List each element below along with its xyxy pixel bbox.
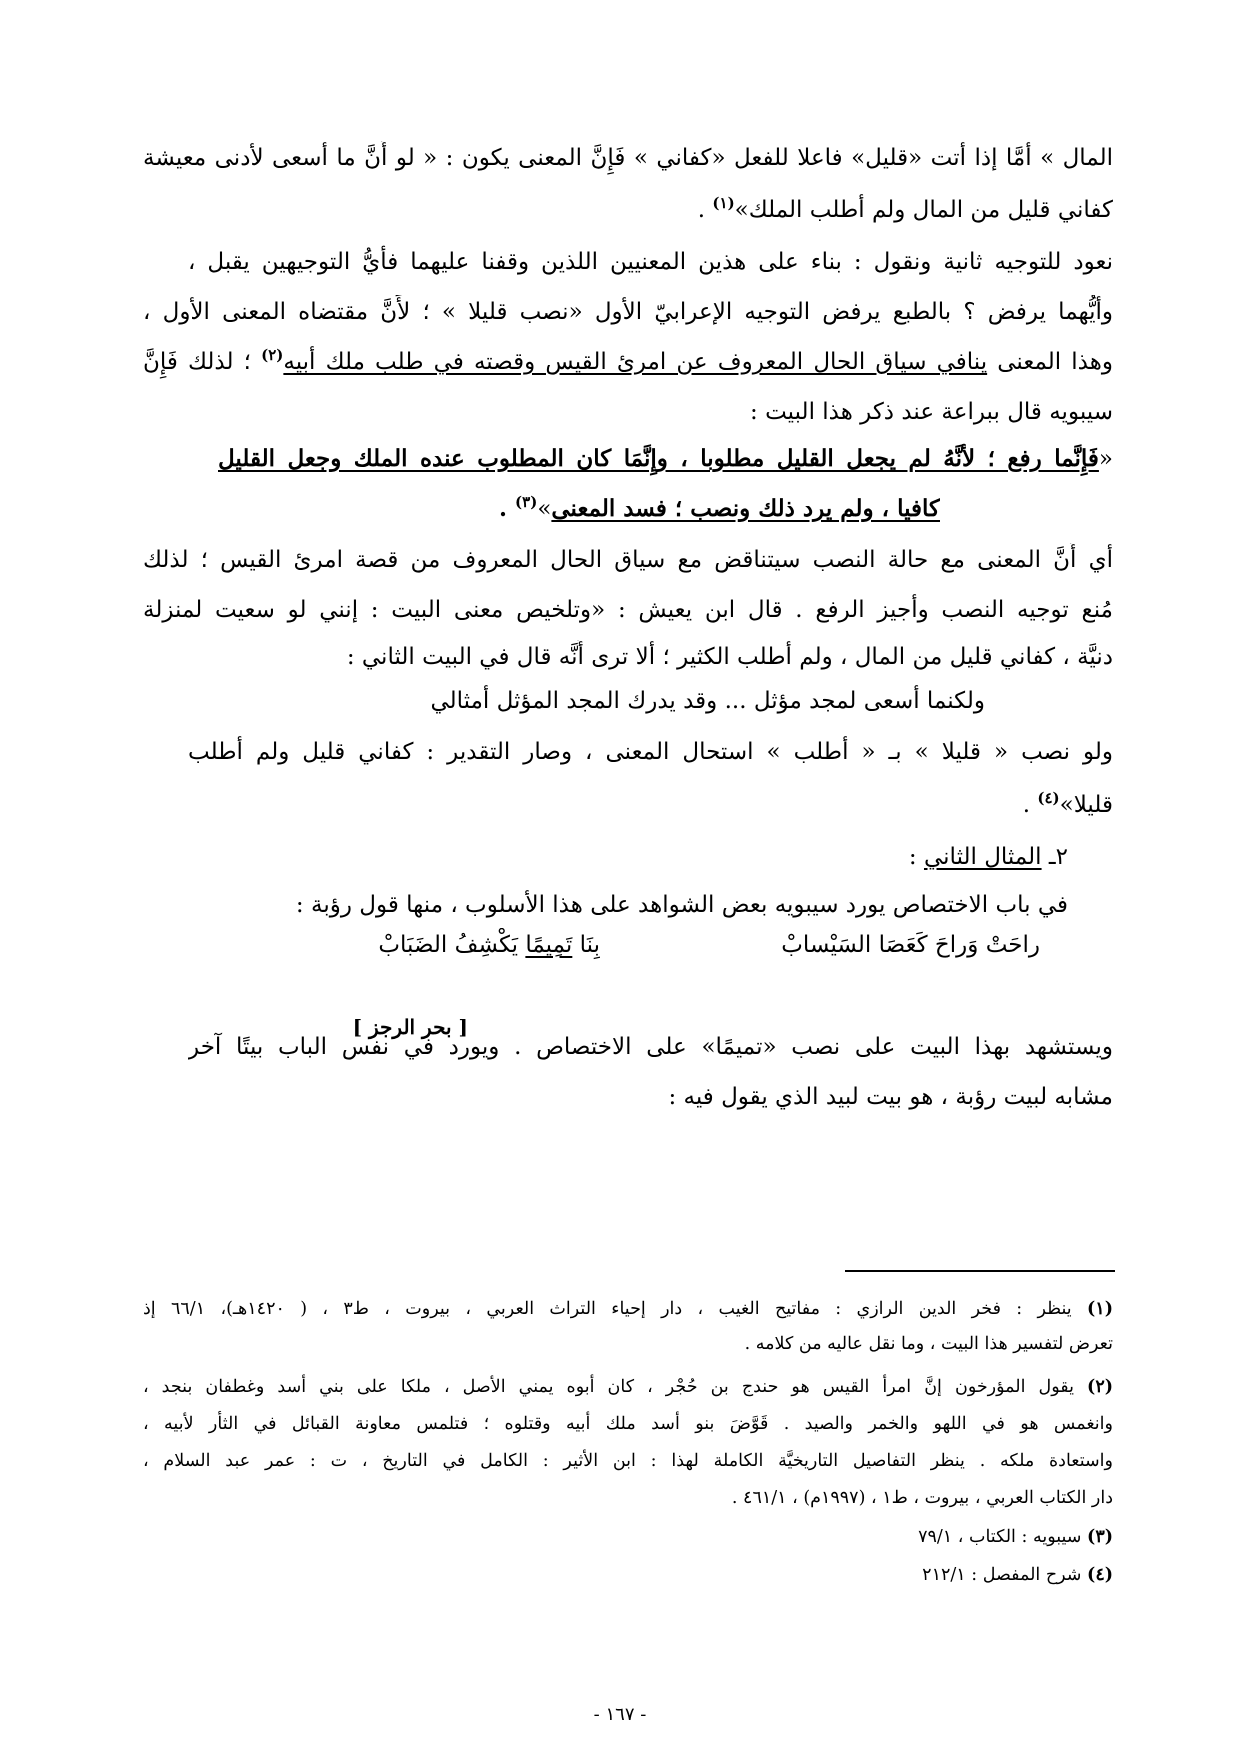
body-text: ولو نصب « قليلا » بـ « أطلب » استحال المعنى ، وصار التقدير : كفاني قليل ولم أطلب (188, 739, 1113, 765)
body-text: وأيُّهما يرفض ؟ بالطبع يرفض التوجيه الإعرابيّ الأول «نصب قليلا » ؛ لأَنَّ مقتضاه المعنى الأول ، (143, 299, 1113, 325)
footnote-text: وانغمس هو في اللهو والخمر والصيد . قَوَّضَ بنو أسد ملك أبيه وقتلوه ؛ فتلمس معاونة القبائل في الثأر لأبيه ، (143, 1414, 1113, 1434)
footnote (143, 1373, 1113, 1401)
heading-title: المثال الثاني (923, 844, 1042, 870)
footnote-text: دار الكتاب العربي ، بيروت ، ط١ ، (١٩٩٧م) ، ٤٦١/١ . (731, 1488, 1113, 1508)
footnote-ref[interactable]: (٤) (1037, 789, 1060, 807)
quote-mark: » (537, 496, 552, 522)
footnote-text: واستعادة ملكه . ينظر التفاصيل التاريخيَّة الكاملة لهذا : ابن الأثير : الكامل في التاريخ ، ت : عمر عبد السلام ، (143, 1451, 1113, 1471)
footnote-text: تعرض لتفسير هذا البيت ، وما نقل عاليه من كلامه . (744, 1334, 1113, 1354)
body-text: دنيَّة ، كفاني قليل من المال ، ولم أطلب الكثير ؛ ألا ترى أَنَّه قال في البيت الثاني : (346, 644, 1113, 670)
body-line (188, 1030, 1113, 1064)
quote-line (218, 442, 1113, 476)
quote-mark: « (1098, 446, 1113, 472)
body-line (143, 395, 1113, 429)
footnote-number: (٢) (1087, 1377, 1113, 1397)
body-text: ويستشهد بهذا البيت على نصب «تميمًا» على الاختصاص . ويورد في نفس الباب بيتًا آخر (188, 1034, 1113, 1060)
body-line (188, 735, 1113, 769)
body-line (143, 141, 1113, 175)
body-text: . (697, 197, 713, 223)
body-text: مشابه لبيت رؤبة ، هو بيت لبيد الذي يقول فيه : (668, 1084, 1113, 1110)
body-text: مُنع توجيه النصب وأجيز الرفع . قال ابن يعيش : «وتلخيص معنى البيت : إنني لو سعيت لمنزلة (143, 597, 1113, 623)
body-line (168, 888, 1068, 922)
footnote-ref[interactable]: (٢) (261, 346, 284, 364)
body-line (143, 295, 1113, 329)
body-line (143, 193, 1113, 227)
body-line (143, 1080, 1113, 1114)
verse-line (285, 684, 985, 718)
section-heading (568, 840, 1068, 874)
footnote-text: يقول المؤرخون إنَّ امرأ القيس هو حندج بن حُجْر ، كان أبوه يمني الأصل ، ملكا على بني أسد وغطفان بنجد ، (143, 1377, 1088, 1397)
body-text: سيبويه قال ببراعة عند ذكر هذا البيت : (750, 399, 1113, 425)
heading-number: ٢ـ (1041, 844, 1068, 870)
body-text: المال » أمَّا إذا أتت «قليل» فاعلا للفعل «كفاني » فَإِنَّ المعنى يكون : « لو أَنَّ ما أسعى لأدنى معيشة (143, 145, 1113, 171)
footnote-number: (٤) (1087, 1565, 1113, 1585)
body-text: ؛ لذلك فَإِنَّ (143, 349, 262, 375)
footnote (143, 1447, 1113, 1475)
body-text: . (1022, 792, 1038, 818)
verse-underlined: تَمِيمًا (525, 932, 573, 958)
footnote (143, 1561, 1113, 1589)
verse-text: راحَتْ وَراحَ كَعَصَا السَيْسابْ (781, 932, 1040, 958)
body-line (143, 788, 1113, 822)
body-text: نعود للتوجيه ثانية ونقول : بناء على هذين المعنيين اللذين وقفنا عليهما فأيُّ التوجيهين يقبل ، (188, 249, 1113, 275)
body-line (188, 245, 1113, 279)
footnote-divider (845, 1270, 1115, 1272)
verse-text: يَكْشِفُ الضَبَابْ (378, 932, 526, 958)
footnote (143, 1484, 1113, 1512)
page-number: - ١٦٧ - (593, 1704, 647, 1725)
meter-label: [ بحر الرجز ] (352, 1015, 468, 1039)
footnote-number: (١) (1087, 1299, 1113, 1319)
verse-hemistich-left (180, 928, 600, 962)
body-text: . (499, 495, 516, 522)
verse-text: ولكنما أسعى لمجد مؤثل ... وقد يدرك المجد المؤثل أمثالي (430, 688, 985, 714)
footnote (143, 1330, 1113, 1358)
body-text: قليلا» (1059, 792, 1113, 818)
footnote-ref[interactable]: (٣) (515, 493, 538, 511)
body-text: أي أَنَّ المعنى مع حالة النصب سيتناقض مع سياق الحال المعروف من قصة امرئ القيس ؛ لذلك (143, 547, 1113, 573)
footnote-text: ينظر : فخر الدين الرازي : مفاتيح الغيب ، دار إحياء التراث العربي ، بيروت ، ط٣ ، ( ١٤٢٠هـ)، ٦٦/١ إذ (143, 1299, 1088, 1319)
footnote (143, 1410, 1113, 1438)
footnote (143, 1295, 1113, 1323)
heading-colon: : (908, 844, 924, 870)
quote-text: فَإِنَّما رفع ؛ لأنَّهُ لم يجعل القليل مطلوبا ، وإِنَّمَا كان المطلوب عنده الملك وجعل القليل (218, 445, 1099, 472)
verse-text: بِنَا (572, 932, 600, 958)
body-text: كفاني قليل من المال ولم أطلب الملك» (734, 197, 1113, 223)
body-line (143, 640, 1113, 674)
footnote-ref[interactable]: (١) (712, 194, 735, 212)
underlined-text: ينافي سياق الحال المعروف عن امرئ القيس وقصته في طلب ملك أبيه (283, 349, 988, 375)
footnote-text: شرح المفصل : ٢١٢/١ (922, 1565, 1088, 1585)
body-text: وهذا المعنى (987, 349, 1113, 375)
quote-line (240, 492, 940, 526)
body-text: في باب الاختصاص يورد سيبويه بعض الشواهد على هذا الأسلوب ، منها قول رؤبة : (295, 892, 1068, 918)
footnote-text: سيبويه : الكتاب ، ٧٩/١ (918, 1527, 1088, 1547)
body-line (143, 593, 1113, 627)
body-line (143, 345, 1113, 379)
footnote (143, 1523, 1113, 1551)
footnote-number: (٣) (1087, 1527, 1113, 1547)
body-line (143, 543, 1113, 577)
verse-hemistich-right (580, 928, 1040, 962)
quote-text: كافيا ، ولم يرد ذلك ونصب ؛ فسد المعنى (551, 495, 940, 522)
